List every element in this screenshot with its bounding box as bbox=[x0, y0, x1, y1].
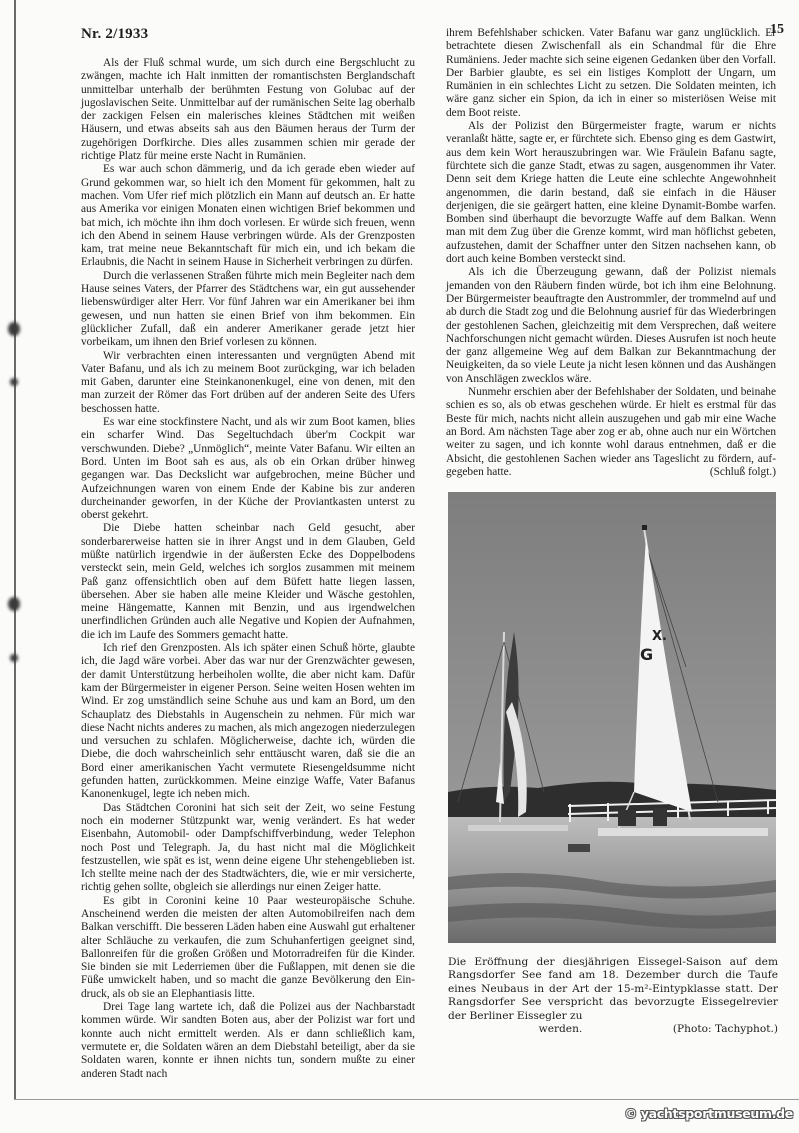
final-paragraph bbox=[446, 386, 776, 479]
photo-credit: (Photo: Tachyphot.) bbox=[672, 1023, 778, 1036]
binding-hole bbox=[10, 378, 18, 386]
page-number: 15 bbox=[770, 22, 784, 37]
photo-illustration bbox=[448, 492, 776, 943]
sail-letter-g: G bbox=[640, 645, 654, 664]
paragraph: Als der Polizist den Bürgermeister fragte, warum er nichts veranlaßt hätte, sagte er, er fürchtete sich. Ebenso ging es dem Gastwirt, aus dem kein Wort herauszubringen war. Wie Fräulein Bafanu sagte, fürchtete sich die ganze Stadt, etwas zu sagen, ausgenommen ihr Vater. Denn seit dem Kriege hatten die Leute eine schlechte Angewohnheit angenommen, die darin bestand, daß sie einfach in die Häuser derjenigen, die sie geärgert hatten, eine kleine Dynamit-Bombe warfen. Bomben sind überhaupt die bevorzugte Waffe auf dem Balkan. Wenn man mit dem Zug über die Grenze kommt, wird man höflichst gebeten, aufzustehen, damit der Schaffner unter den Sitzen nachsehen kann, ob dort auch keine Bomben versteckt sind. bbox=[446, 120, 776, 266]
ice-yacht-photo bbox=[448, 492, 776, 943]
paragraph: Es war eine stockfinstere Nacht, und als wir zum Boot kamen, blies ein scharfer Wind. Das Segeltuchdach über'm Cockpit war verschwunden. Diebe? „Unmöglich“, meinte Vater Bafanu. Wir eilten an Bord. Unten im Boot sah es aus, als ob ein Orkan drüber hinweg gegangen war. Das Deckslicht war aufgebrochen, meine Bücher und Aufzeichnungen waren von einem Ende der Kabine bis zur anderen durcheinander geworfen, in der Küche der Proviantkasten unterst zu oberst gekehrt. bbox=[81, 416, 415, 522]
paragraph-continued: ihrem Befehlshaber schicken. Vater Bafanu war ganz unglücklich. Er betrachtete diesen Zwischenfall als ein Schandmal für die Ehre Rumäniens. Jeder machte sich seine eigenen Gedanken über den Vorfall. Der Barbier glaubte, es sei ein listiges Komplott der Ungarn, um Rumänien in ein schlechtes Licht zu setzen. Die Soldaten meinten, ich wäre ganz sicher ein Spion, da ich in einer so misteriösen Weise mit dem Boot reiste. bbox=[446, 27, 776, 119]
page-edge bbox=[14, 1099, 799, 1100]
paragraph: Es war auch schon dämmerig, und da ich gerade eben wieder auf Grund gekommen war, so hielt ich den Moment für gekommen, halt zu machen. Vom Ufer rief mich plötzlich ein Mann auf deutsch an. Er hatte aus Amerika vor einigen Monaten einen wichtigen Brief bekommen und bat mich, ich möchte ihn ihm doch vorlesen. Er würde sich freuen, wenn ich den Abend in seinem Hause verbringen würde. Als der Grenzposten kam, trat meine neue Bekanntschaft für mich ein, und ich bekam die Erlaubnis, die Nacht in seinem Hause in Sicherheit verbringen zu dürfen. bbox=[81, 163, 415, 269]
article-column-left bbox=[81, 57, 415, 1081]
caption-end: werden. bbox=[538, 1023, 583, 1036]
paragraph: Durch die verlassenen Straßen führte mich mein Begleiter nach dem Hause seines Vaters, der Pfarrer des Städtchens war, ein gut aussehender liebenswürdiger alter Herr. Vor fünf Jahren war ein Amerikaner bei ihm gewesen, und nun hatten sie einen Brief von ihm bekommen. Ein glücklicher Zufall, daß ein anderer Amerikaner gerade jetzt hier vorbeikam, um ihnen den Brief vorlesen zu können. bbox=[81, 269, 415, 349]
binding-hole bbox=[8, 322, 20, 336]
paragraph: Wir verbrachten einen interessanten und vergnügten Abend mit Vater Bafanu, und als ich zu meinem Boot zurückging, war ich beladen mit Gaben, darunter eine Steinkanonenkugel, eine von denen, mit den man zurzeit der Römer das Fort drüben auf der anderen Seite des Ufers beschossen hatte. bbox=[81, 349, 415, 415]
sail-letter-x: X. bbox=[652, 629, 667, 644]
article-column-right bbox=[446, 27, 776, 479]
binding-margin-line bbox=[14, 0, 16, 1100]
paragraph: Als der Fluß schmal wurde, um sich durch eine Bergschlucht zu zwängen, machte ich Halt inmitten der romantischsten Berglandschaft unmittelbar unterhalb der berühmten Festung von Golubac auf der jugoslavischen Seite. Unmittelbar auf der rumänischen Seite lag oberhalb der zackigen Felsen ein malerisches kleines Städtchen mit weißen Häusern, und etwas abseits sah aus den Bäumen heraus der Turm der zugehörigen Dorfkirche. Dies alles zusammen schien mir gerade der richtige Platz für meine erste Nacht in Rumänien. bbox=[81, 57, 415, 163]
photo-caption bbox=[448, 956, 778, 1036]
paragraph: Als ich die Überzeugung gewann, daß der Polizist niemals jemanden von den Räubern finden würde, bot ich ihm eine Belohnung. Der Bürgermeister beauftragte den Austrommler, der trommelnd auf und ab durch die Stadt zog und die Belohnung ausrief für das Wiederbringen der gestohlenen Sachen, gleichzeitig mit dem Versprechen, daß weitere Nachforschungen nicht gemacht würden. Dieses Ausrufen ist noch heute der ganz allgemeine Weg auf dem Balkan zur Bekanntmachung der Neuigkeiten, da so viele Leute ja nicht lesen können und das Aushängen von Anschlägen zwecklos wäre. bbox=[446, 266, 776, 385]
paragraph: Das Städtchen Coronini hat sich seit der Zeit, wo seine Festung noch ein moderner Stützpunkt war, wenig verändert. Es hat weder Eisenbahn, Automobil- oder Dampfschiffverbindung, weder Telephon noch Post und Telegraph. Ja, du hast nicht mal die Möglichkeit festzustellen, wie spät es ist, wenn deine eigene Uhr stehengeblieben ist. Ich stellte meine nach der des Stadtwächters, die, wie er mir versicherte, richtig gehen sollte, obgleich sie allerdings nur einen Zeiger hatte. bbox=[81, 801, 415, 894]
caption-last-line bbox=[448, 1023, 778, 1036]
paragraph: Es gibt in Coronini keine 10 Paar westeuropäische Schuhe. Anscheinend werden die meisten der alten Automobilreifen nach dem Balkan verschifft. Die besseren Läden haben eine Auswahl gut erhaltener alter Schläuche zu verkaufen, die zum Schuhanfertigen geeignet sind, Ballonreifen für die großen Größen und Motorradreifen für die Kinder. Sie binden sie mit Lederriemen über die Fußlappen, mit denen sie die Füße umwickelt haben, und so macht die ganze Bevölkerung den Eindruck, als ob sie an Elephantiasis litte. bbox=[81, 894, 415, 1000]
binding-hole bbox=[8, 597, 20, 611]
paragraph: Ich rief den Grenzposten. Als ich später einen Schuß hörte, glaubte ich, die Jagd wäre vorbei. Aber das war nur der Grenzwächter gewesen, der damit Unterstützung herbeiholen wollte, die aber nicht kam. Dafür kam der Bürgermeister in eigener Person. Seine weiten Hosen wehten im Wind. Er zog umständlich seine Schuhe aus und kam an Bord, um den Schauplatz des Diebstahls in Augenschein zu nehmen. Für mich war diese Nacht nichts anderes zu machen, als mich angezogen niederzulegen und versuchen zu schlafen. Möglicherweise, dachte ich, würden die Diebe, die doch wahrscheinlich sehr enttäuscht waren, daß sie die an Bord einer amerikanischen Yacht vermutete Riesengeldsumme nicht gefunden hatten, zurückkommen. Meine einzige Waffe, Vater Bafanus Kanonenkugel, legte ich neben mich. bbox=[81, 642, 415, 801]
issue-number: Nr. 2/1933 bbox=[81, 26, 149, 42]
binding-hole bbox=[10, 654, 18, 662]
paragraph: Drei Tage lang wartete ich, daß die Polizei aus der Nachbarstadt kommen würde. Wir sandten Boten aus, aber der Polizist war fort und konnte auch nicht ermittelt werden. Als er dann schließlich kam, vermutete er, die Soldaten wären an dem Diebstahl beteiligt, aber da sie Soldaten waren, konnte er ihnen nichts tun, sondern mußte zu einer anderen Stadt nach bbox=[81, 1001, 415, 1080]
continued-note: (Schluß folgt.) bbox=[709, 465, 776, 478]
copyright-watermark: © yachtsportmuseum.de bbox=[624, 1106, 793, 1121]
paragraph: Die Diebe hatten scheinbar nach Geld gesucht, aber sonderbarerweise hatten sie in ihrer Angst und in dem Glauben, Geld müßte natürlich irgendwie in der äußersten Ecke des Doppelbodens versteckt sein, mein Geld, welches ich sorglos zusammen mit meinem Paß ganz offensichtlich oben auf dem Büfett hatte liegen lassen, übersehen. Aber sie haben alle meine Kleider und Wäsche gestohlen, meine Hängematte, Kannen mit Benzin, und aus irgendwelchen unerfindlichen Gründen auch alle Negative und Kopien der Aufnahmen, die ich im Laufe des Sommers gemacht hatte. bbox=[81, 522, 415, 641]
caption-text: Die Eröffnung der diesjährigen Eissegel-Saison auf dem Rangsdorfer See fand am 18. Dezember durch die Taufe eines Neubaus in der Art der 15-m²-Eintypklasse statt. Der Rangsdorfer See verspricht das bevorzugte Eissegelrevier der Berliner Eissegler zu bbox=[448, 956, 778, 1022]
paragraph-text: Nunmehr erschien aber der Befehlshaber der Soldaten, und beinahe schien es so, als ob etwas geschehen würde. Er hielt es erstmal für das Beste für mich, nachts nicht allein auszugehen und gab mir eine Wache an Bord. Am nächsten Tage aber zog er ab, ohne auch nur ein Wörtchen weiter zu sagen, und ich konnte wohl daraus entnehmen, daß er die Absicht, die gestohlenen Sachen wieder ans Tageslicht zu fördern, aufgegeben hatte. bbox=[446, 386, 776, 478]
